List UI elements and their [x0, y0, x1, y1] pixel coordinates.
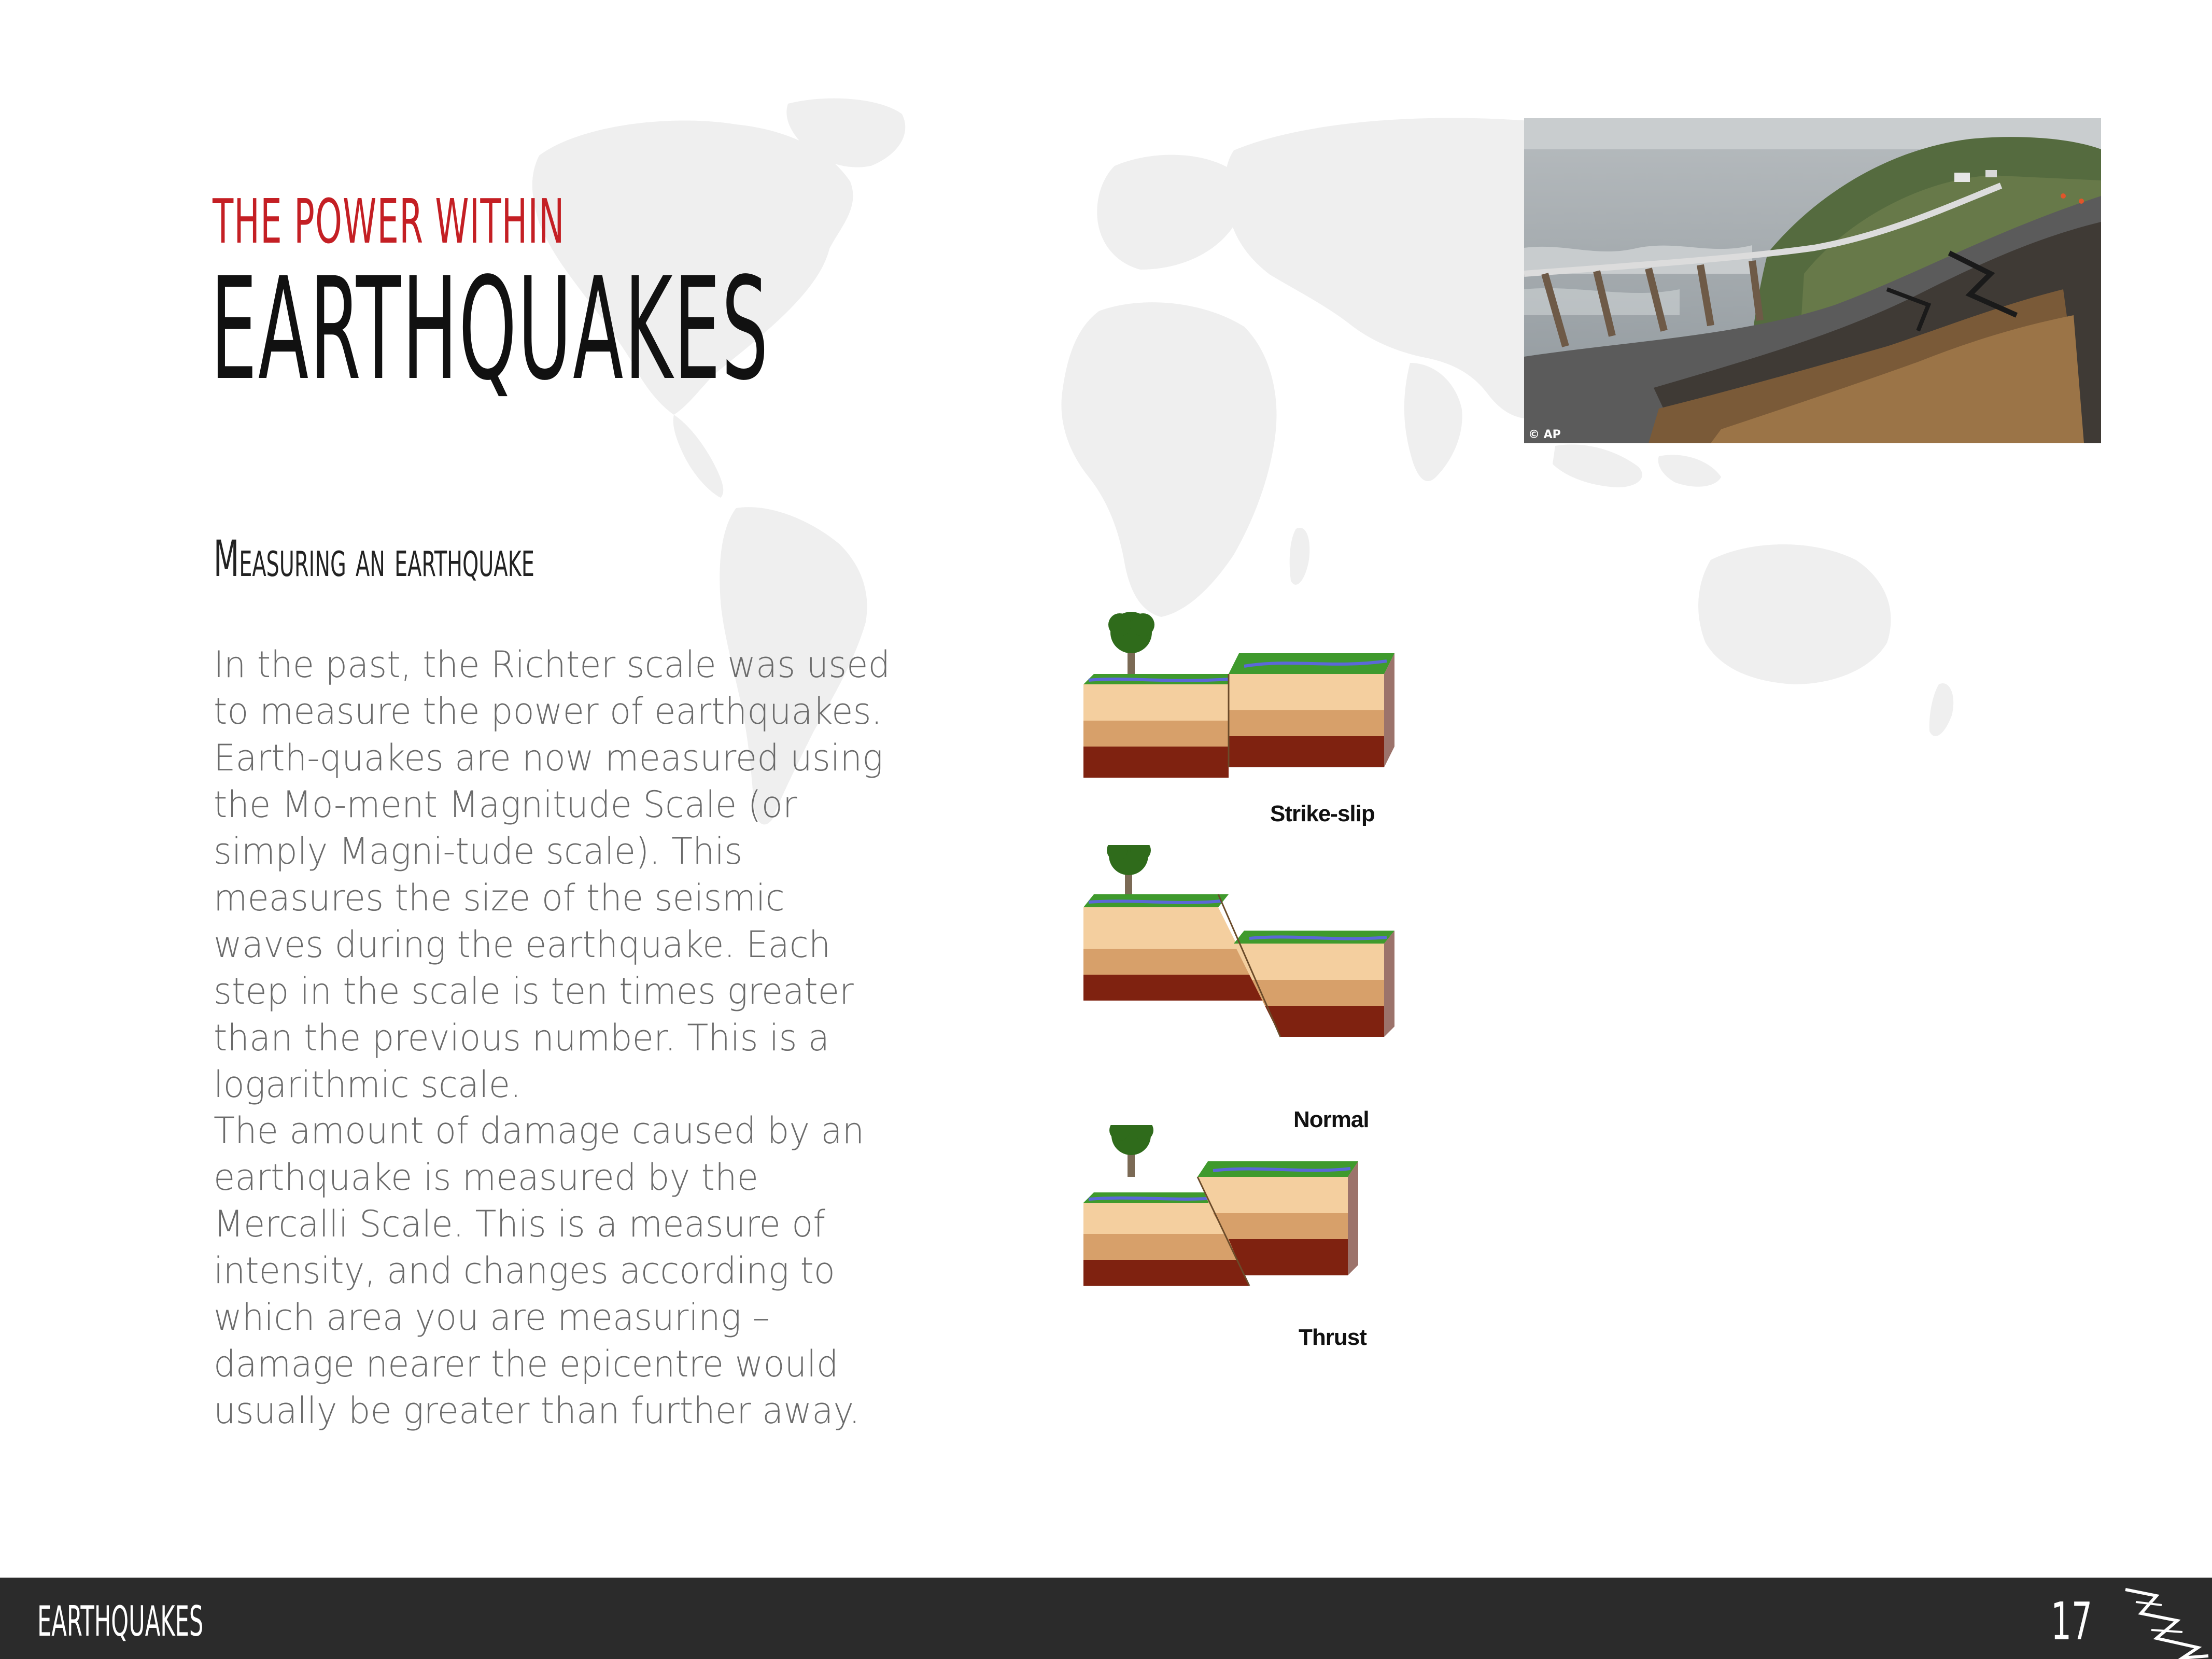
strike-slip-diagram: [1073, 596, 1405, 814]
page-number: 17: [2051, 1591, 2093, 1652]
paragraph-mercalli: The amount of damage caused by an earthquake is measured by the Mercalli Scale. This is a measure of intensity, and changes according to which area you are measuring – damage nearer the epicentre would usually be greater than further away.: [214, 1109, 865, 1432]
page-title: EARTHQUAKES: [210, 248, 770, 412]
photo-credit: © AP: [1528, 428, 1561, 441]
fault-types-diagram: [1073, 596, 1405, 1363]
footer-title: EARTHQUAKES: [37, 1597, 204, 1646]
fault-label-normal: Normal: [1293, 1107, 1369, 1132]
crack-logo-icon: [2120, 1586, 2212, 1659]
footer-bar: [0, 1578, 2212, 1659]
paragraph-richter: In the past, the Richter scale was used to measure the power of earthquakes. Earth-quakes are now measured using the Mo-ment Magnitude Scale (or simply Magni-tude scale). This measures the size of the seismic waves during the earthquake. Each step in the scale is ten times greater than the previous number. This is a logarithmic scale.: [214, 643, 891, 1106]
fault-label-strike-slip: Strike-slip: [1270, 801, 1375, 826]
road-damage-photo: [1524, 118, 2101, 443]
section-kicker: THE POWER WITHIN: [213, 186, 565, 257]
fault-label-thrust: Thrust: [1299, 1325, 1366, 1350]
section-heading: Measuring an earthquake: [214, 530, 534, 588]
normal-fault-diagram: [1073, 845, 1405, 1084]
thrust-fault-diagram: [1073, 1125, 1405, 1343]
